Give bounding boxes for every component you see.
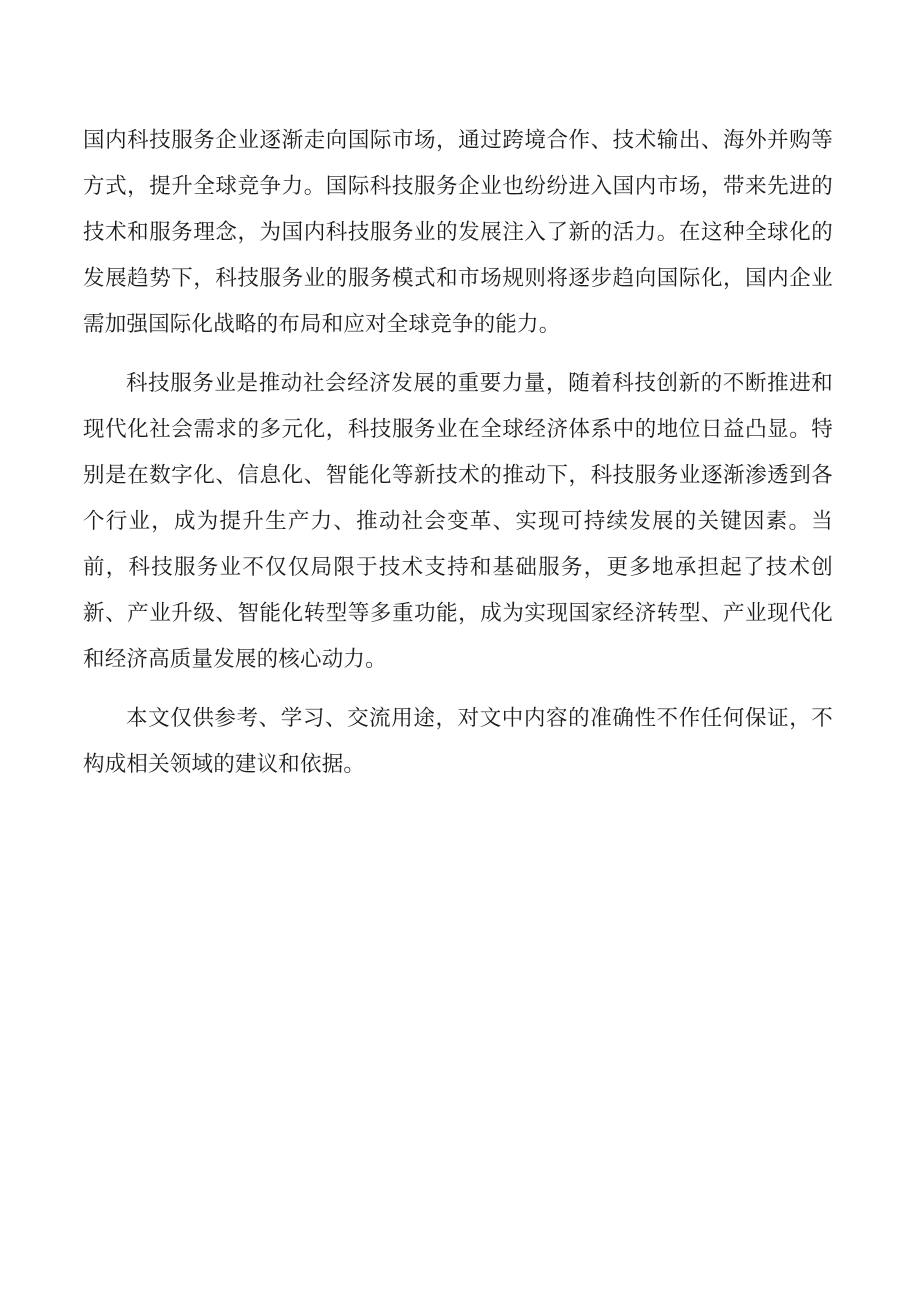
document-body xyxy=(83,118,833,788)
paragraph-industry-importance: 科技服务业是推动社会经济发展的重要力量，随着科技创新的不断推进和现代化社会需求的多元化，科技服务业在全球经济体系中的地位日益凸显。特别是在数字化、信息化、智能化等新技术的推动下，科技服务业逐渐渗透到各个行业，成为提升生产力、推动社会变革、实现可持续发展的关键因素。当前，科技服务业不仅仅局限于技术支持和基础服务，更多地承担起了技术创新、产业升级、智能化转型等多重功能，成为实现国家经济转型、产业现代化和经济高质量发展的核心动力。 xyxy=(83,371,833,672)
paragraph-disclaimer: 本文仅供参考、学习、交流用途，对文中内容的准确性不作任何保证，不构成相关领域的建议和依据。 xyxy=(83,706,833,777)
paragraph-globalization: 国内科技服务企业逐渐走向国际市场，通过跨境合作、技术输出、海外并购等方式，提升全球竞争力。国际科技服务企业也纷纷进入国内市场，带来先进的技术和服务理念，为国内科技服务业的发展注入了新的活力。在这种全球化的发展趋势下，科技服务业的服务模式和市场规则将逐步趋向国际化，国内企业需加强国际化战略的布局和应对全球竞争的能力。 xyxy=(83,128,833,337)
